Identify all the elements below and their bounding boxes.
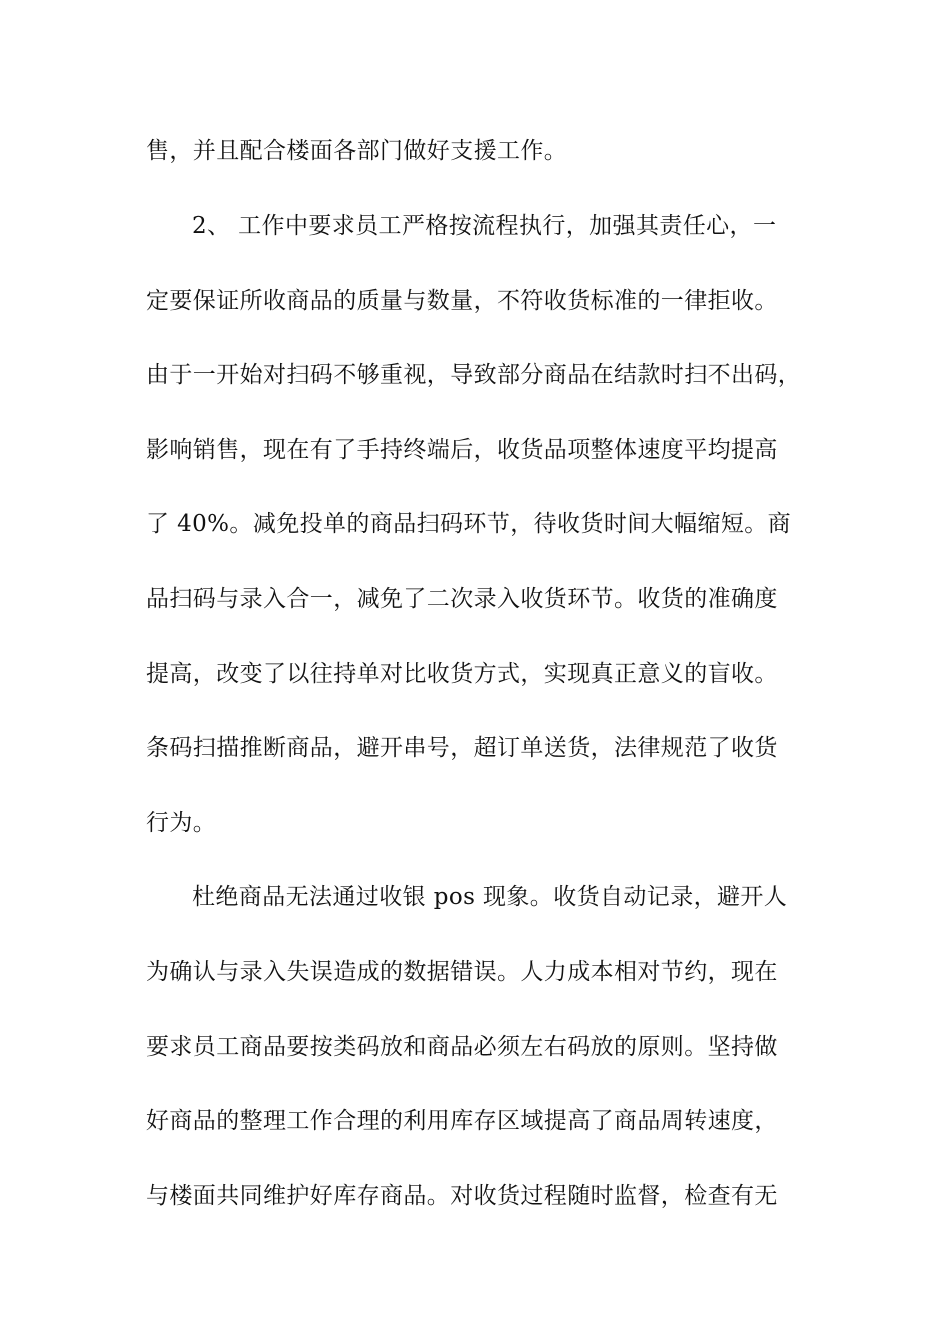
- text-line: 好商品的整理工作合理的利用库存区域提高了商品周转速度，: [146, 1108, 778, 1134]
- text-line: 定要保证所收商品的质量与数量，不符收货标准的一律拒收。: [146, 288, 778, 314]
- text-line: 品扫码与录入合一，减免了二次录入收货环节。收货的准确度: [146, 586, 778, 612]
- text-line: 提高，改变了以往持单对比收货方式，实现真正意义的盲收。: [146, 661, 778, 687]
- text-line: 影响销售，现在有了手持终端后，收货品项整体速度平均提高: [146, 437, 778, 463]
- text-line: 行为。: [146, 810, 217, 836]
- text-line: 条码扫描推断商品，避开串号，超订单送货，法律规范了收货: [146, 735, 778, 761]
- text-line: 了 40%。减免投单的商品扫码环节，待收货时间大幅缩短。商: [146, 511, 792, 537]
- text-line: 与楼面共同维护好库存商品。对收货过程随时监督，检查有无: [146, 1183, 778, 1209]
- text-line: 杜绝商品无法通过收银 pos 现象。收货自动记录，避开人: [192, 884, 788, 910]
- text-line: 为确认与录入失误造成的数据错误。人力成本相对节约，现在: [146, 959, 778, 985]
- text-line: 要求员工商品要按类码放和商品必须左右码放的原则。坚持做: [146, 1034, 778, 1060]
- text-line: 由于一开始对扫码不够重视，导致部分商品在结款时扫不出码，: [146, 362, 802, 388]
- text-line: 售，并且配合楼面各部门做好支援工作。: [146, 138, 568, 164]
- text-line: 2、 工作中要求员工严格按流程执行，加强其责任心，一: [192, 213, 777, 239]
